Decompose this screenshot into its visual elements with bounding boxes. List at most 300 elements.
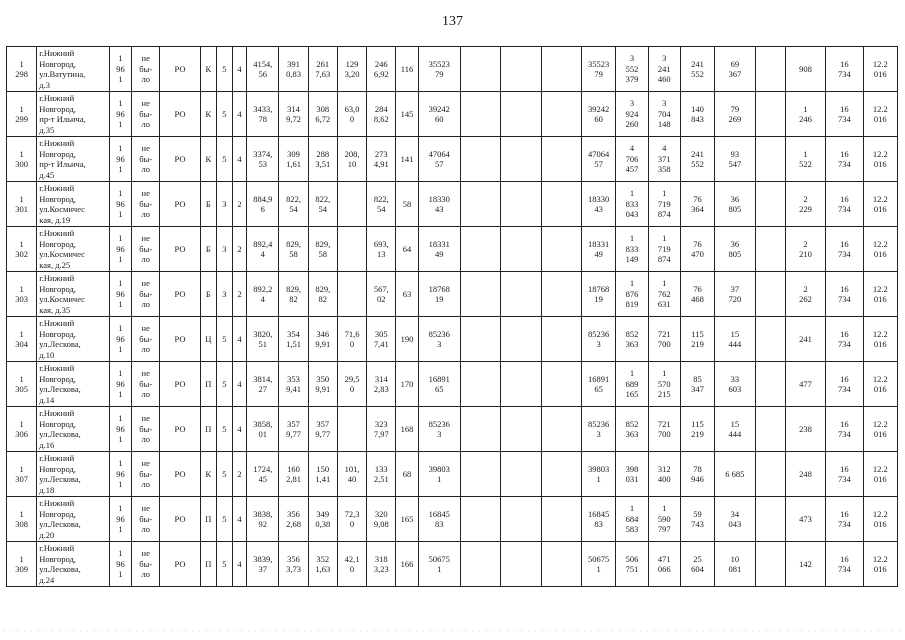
cell-fund-3: 76 468: [680, 272, 714, 317]
cell-entrances: 4: [232, 362, 246, 407]
cell-reconstruction: не бы- ло: [132, 227, 160, 272]
cell-area-nonresidential: [337, 407, 366, 452]
cell-unit-cost: 1 246: [785, 92, 825, 137]
cell-wall-type: П: [200, 407, 216, 452]
cell-cost-total: 35523 79: [418, 47, 460, 92]
cell-area-nonresidential: [337, 227, 366, 272]
cell-empty-2: [501, 92, 541, 137]
cell-area-residential: 308 6,72: [308, 92, 337, 137]
table-row: [7, 137, 898, 182]
cell-residents: 145: [396, 92, 418, 137]
cell-address: г.Нижний Новгород, ул.Лескова, д.14: [37, 362, 110, 407]
cell-cost-regional: 16891 65: [582, 362, 616, 407]
cell-empty-2: [501, 407, 541, 452]
cell-completion-date: 12.2 016: [863, 362, 898, 407]
cell-empty-4: [755, 497, 785, 542]
cell-fund-3: 78 946: [680, 452, 714, 497]
cell-floors: 5: [216, 497, 232, 542]
cell-fund-3: 241 552: [680, 137, 714, 182]
cell-area-common: 305 7,41: [367, 317, 396, 362]
cell-unit-cost: 908: [785, 47, 825, 92]
cell-fund-1: 3 552 379: [616, 47, 648, 92]
cell-material: РО: [160, 497, 200, 542]
cell-residents: 166: [396, 542, 418, 587]
cell-area-common: 323 7,97: [367, 407, 396, 452]
cell-area-residential: 357 9,77: [308, 407, 337, 452]
cell-empty-2: [501, 452, 541, 497]
cell-wall-type: Б: [200, 227, 216, 272]
cell-empty-3: [541, 92, 581, 137]
cell-fund-2: 4 371 358: [648, 137, 680, 182]
cell-max-unit-cost: 16 734: [826, 452, 863, 497]
cell-empty-3: [541, 497, 581, 542]
cell-total-area: 1724, 45: [247, 452, 279, 497]
cell-year-built: 1 96 1: [109, 227, 131, 272]
cell-fund-3: 76 364: [680, 182, 714, 227]
cell-empty-1: [460, 542, 500, 587]
cell-fund-2: 3 241 460: [648, 47, 680, 92]
cell-area-residential: 349 0,38: [308, 497, 337, 542]
cell-fund-4: 36 805: [715, 227, 755, 272]
table-row: [7, 92, 898, 137]
cell-year-built: 1 96 1: [109, 92, 131, 137]
cell-fund-2: 1 570 215: [648, 362, 680, 407]
cell-area-common: 246 6,92: [367, 47, 396, 92]
cell-area-residential: 346 9,91: [308, 317, 337, 362]
cell-year-built: 1 96 1: [109, 182, 131, 227]
cell-wall-type: К: [200, 92, 216, 137]
cell-total-area: 3433, 78: [247, 92, 279, 137]
cell-total-area: 892,4 4: [247, 227, 279, 272]
cell-address: г.Нижний Новгород, ул.Лескова, д.20: [37, 497, 110, 542]
cell-year-built: 1 96 1: [109, 272, 131, 317]
cell-reconstruction: не бы- ло: [132, 47, 160, 92]
cell-area-premises: 354 1,51: [279, 317, 308, 362]
cell-area-residential: 261 7,63: [308, 47, 337, 92]
cell-completion-date: 12.2 016: [863, 452, 898, 497]
cell-reconstruction: не бы- ло: [132, 137, 160, 182]
cell-empty-2: [501, 227, 541, 272]
cell-cost-total: 18331 49: [418, 227, 460, 272]
cell-material: РО: [160, 227, 200, 272]
cell-completion-date: 12.2 016: [863, 407, 898, 452]
cell-area-common: 567, 02: [367, 272, 396, 317]
cell-residents: 68: [396, 452, 418, 497]
cell-fund-4: 33 603: [715, 362, 755, 407]
cell-empty-2: [501, 272, 541, 317]
cell-year-built: 1 96 1: [109, 362, 131, 407]
cell-max-unit-cost: 16 734: [826, 317, 863, 362]
cell-empty-2: [501, 47, 541, 92]
cell-wall-type: К: [200, 452, 216, 497]
cell-area-common: 273 4,91: [367, 137, 396, 182]
cell-fund-1: 3 924 260: [616, 92, 648, 137]
cell-residents: 58: [396, 182, 418, 227]
cell-empty-1: [460, 272, 500, 317]
cell-fund-4: 37 720: [715, 272, 755, 317]
cell-fund-4: 36 805: [715, 182, 755, 227]
cell-empty-4: [755, 137, 785, 182]
cell-empty-3: [541, 272, 581, 317]
cell-completion-date: 12.2 016: [863, 317, 898, 362]
table-row: [7, 407, 898, 452]
cell-residents: 190: [396, 317, 418, 362]
cell-area-nonresidential: 42,1 0: [337, 542, 366, 587]
cell-total-area: 3814, 27: [247, 362, 279, 407]
cell-floors: 3: [216, 227, 232, 272]
housing-registry-table: [6, 46, 898, 587]
cell-fund-4: 69 367: [715, 47, 755, 92]
cell-empty-3: [541, 542, 581, 587]
cell-completion-date: 12.2 016: [863, 47, 898, 92]
cell-empty-4: [755, 227, 785, 272]
cell-row-number: 1 299: [7, 92, 37, 137]
cell-area-premises: 822, 54: [279, 182, 308, 227]
cell-area-residential: 352 1,63: [308, 542, 337, 587]
cell-fund-4: 34 043: [715, 497, 755, 542]
cell-unit-cost: 142: [785, 542, 825, 587]
cell-area-common: 133 2,51: [367, 452, 396, 497]
cell-fund-4: 79 269: [715, 92, 755, 137]
cell-fund-2: 721 700: [648, 317, 680, 362]
cell-area-common: 284 8,62: [367, 92, 396, 137]
cell-floors: 5: [216, 407, 232, 452]
cell-reconstruction: не бы- ло: [132, 317, 160, 362]
table-row: [7, 452, 898, 497]
cell-cost-total: 18768 19: [418, 272, 460, 317]
cell-reconstruction: не бы- ло: [132, 272, 160, 317]
cell-unit-cost: 477: [785, 362, 825, 407]
cell-empty-1: [460, 452, 500, 497]
cell-empty-2: [501, 362, 541, 407]
cell-fund-1: 852 363: [616, 407, 648, 452]
cell-year-built: 1 96 1: [109, 497, 131, 542]
cell-empty-1: [460, 227, 500, 272]
cell-completion-date: 12.2 016: [863, 137, 898, 182]
cell-max-unit-cost: 16 734: [826, 497, 863, 542]
cell-wall-type: К: [200, 137, 216, 182]
cell-material: РО: [160, 92, 200, 137]
cell-row-number: 1 300: [7, 137, 37, 182]
cell-empty-1: [460, 137, 500, 182]
cell-floors: 5: [216, 47, 232, 92]
cell-empty-1: [460, 362, 500, 407]
cell-cost-regional: 50675 1: [582, 542, 616, 587]
cell-empty-3: [541, 227, 581, 272]
cell-empty-3: [541, 407, 581, 452]
cell-unit-cost: 473: [785, 497, 825, 542]
cell-fund-3: 59 743: [680, 497, 714, 542]
cell-residents: 168: [396, 407, 418, 452]
cell-residents: 165: [396, 497, 418, 542]
cell-completion-date: 12.2 016: [863, 542, 898, 587]
cell-total-area: 884,9 6: [247, 182, 279, 227]
cell-year-built: 1 96 1: [109, 452, 131, 497]
cell-max-unit-cost: 16 734: [826, 542, 863, 587]
cell-material: РО: [160, 137, 200, 182]
cell-empty-4: [755, 47, 785, 92]
cell-area-premises: 357 9,77: [279, 407, 308, 452]
cell-fund-2: 1 719 874: [648, 227, 680, 272]
cell-unit-cost: 238: [785, 407, 825, 452]
cell-address: г.Нижний Новгород, ул.Ватутина, д.3: [37, 47, 110, 92]
table-row: [7, 272, 898, 317]
cell-max-unit-cost: 16 734: [826, 407, 863, 452]
cell-cost-regional: 39803 1: [582, 452, 616, 497]
cell-address: г.Нижний Новгород, ул.Лескова, д.10: [37, 317, 110, 362]
cell-max-unit-cost: 16 734: [826, 92, 863, 137]
cell-material: РО: [160, 362, 200, 407]
cell-material: РО: [160, 452, 200, 497]
cell-area-residential: 829, 58: [308, 227, 337, 272]
cell-floors: 5: [216, 542, 232, 587]
cell-empty-3: [541, 362, 581, 407]
table-row: [7, 542, 898, 587]
cell-completion-date: 12.2 016: [863, 497, 898, 542]
cell-address: г.Нижний Новгород, пр-т Ильича, д.45: [37, 137, 110, 182]
cell-address: г.Нижний Новгород, ул.Лескова, д.16: [37, 407, 110, 452]
cell-fund-2: 1 762 631: [648, 272, 680, 317]
cell-total-area: 892,2 4: [247, 272, 279, 317]
cell-wall-type: П: [200, 497, 216, 542]
cell-floors: 5: [216, 452, 232, 497]
cell-area-premises: 356 3,73: [279, 542, 308, 587]
cell-entrances: 2: [232, 452, 246, 497]
cell-empty-2: [501, 542, 541, 587]
cell-address: г.Нижний Новгород, ул.Лескова, д.24: [37, 542, 110, 587]
cell-area-common: 822, 54: [367, 182, 396, 227]
cell-area-residential: 288 3,51: [308, 137, 337, 182]
table-row: [7, 182, 898, 227]
cell-completion-date: 12.2 016: [863, 272, 898, 317]
cell-wall-type: Б: [200, 272, 216, 317]
cell-fund-3: 115 219: [680, 317, 714, 362]
cell-empty-1: [460, 317, 500, 362]
cell-total-area: 3820, 51: [247, 317, 279, 362]
cell-empty-4: [755, 182, 785, 227]
cell-empty-4: [755, 407, 785, 452]
cell-cost-regional: 18768 19: [582, 272, 616, 317]
cell-cost-regional: 18331 49: [582, 227, 616, 272]
cell-area-premises: 314 9,72: [279, 92, 308, 137]
cell-unit-cost: 2 229: [785, 182, 825, 227]
cell-empty-3: [541, 137, 581, 182]
cell-cost-regional: 16845 83: [582, 497, 616, 542]
cell-area-premises: 829, 58: [279, 227, 308, 272]
cell-row-number: 1 298: [7, 47, 37, 92]
cell-empty-4: [755, 272, 785, 317]
cell-total-area: 3838, 92: [247, 497, 279, 542]
cell-completion-date: 12.2 016: [863, 227, 898, 272]
cell-fund-3: 85 347: [680, 362, 714, 407]
cell-area-residential: 829, 82: [308, 272, 337, 317]
cell-material: РО: [160, 407, 200, 452]
cell-max-unit-cost: 16 734: [826, 137, 863, 182]
cell-total-area: 3839, 37: [247, 542, 279, 587]
cell-floors: 5: [216, 362, 232, 407]
cell-completion-date: 12.2 016: [863, 182, 898, 227]
cell-empty-2: [501, 497, 541, 542]
cell-empty-2: [501, 137, 541, 182]
cell-empty-4: [755, 92, 785, 137]
cell-area-residential: 150 1,41: [308, 452, 337, 497]
cell-material: РО: [160, 272, 200, 317]
cell-empty-2: [501, 317, 541, 362]
cell-entrances: 2: [232, 227, 246, 272]
cell-year-built: 1 96 1: [109, 317, 131, 362]
cell-entrances: 4: [232, 497, 246, 542]
cell-residents: 63: [396, 272, 418, 317]
cell-fund-2: 1 590 797: [648, 497, 680, 542]
cell-material: РО: [160, 47, 200, 92]
cell-row-number: 1 304: [7, 317, 37, 362]
cell-entrances: 4: [232, 542, 246, 587]
cell-empty-3: [541, 182, 581, 227]
cell-empty-3: [541, 452, 581, 497]
cell-cost-total: 85236 3: [418, 317, 460, 362]
cell-row-number: 1 308: [7, 497, 37, 542]
cell-empty-2: [501, 182, 541, 227]
cell-row-number: 1 302: [7, 227, 37, 272]
cell-unit-cost: 248: [785, 452, 825, 497]
cell-completion-date: 12.2 016: [863, 92, 898, 137]
cell-empty-1: [460, 47, 500, 92]
cell-area-common: 320 9,08: [367, 497, 396, 542]
cell-fund-2: 3 704 148: [648, 92, 680, 137]
cell-row-number: 1 303: [7, 272, 37, 317]
cell-total-area: 3858, 01: [247, 407, 279, 452]
cell-year-built: 1 96 1: [109, 407, 131, 452]
table-row: [7, 227, 898, 272]
cell-unit-cost: 2 210: [785, 227, 825, 272]
cell-reconstruction: не бы- ло: [132, 497, 160, 542]
cell-max-unit-cost: 16 734: [826, 362, 863, 407]
cell-entrances: 4: [232, 92, 246, 137]
cell-fund-3: 115 219: [680, 407, 714, 452]
cell-residents: 116: [396, 47, 418, 92]
cell-area-common: 314 2,83: [367, 362, 396, 407]
cell-fund-4: 10 081: [715, 542, 755, 587]
cell-residents: 64: [396, 227, 418, 272]
cell-cost-total: 18330 43: [418, 182, 460, 227]
cell-area-nonresidential: 71,6 0: [337, 317, 366, 362]
cell-area-premises: 356 2,68: [279, 497, 308, 542]
cell-area-premises: 829, 82: [279, 272, 308, 317]
cell-fund-1: 1 684 583: [616, 497, 648, 542]
cell-empty-1: [460, 407, 500, 452]
cell-cost-total: 50675 1: [418, 542, 460, 587]
cell-year-built: 1 96 1: [109, 542, 131, 587]
cell-fund-1: 852 363: [616, 317, 648, 362]
cell-max-unit-cost: 16 734: [826, 272, 863, 317]
cell-fund-1: 1 876 819: [616, 272, 648, 317]
cell-total-area: 3374, 53: [247, 137, 279, 182]
cell-cost-regional: 39242 60: [582, 92, 616, 137]
cell-reconstruction: не бы- ло: [132, 92, 160, 137]
cell-area-nonresidential: 63,0 0: [337, 92, 366, 137]
cell-area-nonresidential: [337, 272, 366, 317]
cell-fund-3: 76 470: [680, 227, 714, 272]
cell-fund-3: 241 552: [680, 47, 714, 92]
cell-empty-1: [460, 182, 500, 227]
cell-area-nonresidential: 29,5 0: [337, 362, 366, 407]
cell-area-premises: 160 2,81: [279, 452, 308, 497]
cell-area-nonresidential: 208, 10: [337, 137, 366, 182]
cell-floors: 5: [216, 92, 232, 137]
cell-cost-total: 16891 65: [418, 362, 460, 407]
cell-fund-2: 471 066: [648, 542, 680, 587]
cell-fund-1: 1 689 165: [616, 362, 648, 407]
cell-fund-4: 15 444: [715, 407, 755, 452]
cell-fund-3: 140 843: [680, 92, 714, 137]
cell-floors: 5: [216, 137, 232, 182]
cell-address: г.Нижний Новгород, ул.Лескова, д.18: [37, 452, 110, 497]
table-row: [7, 362, 898, 407]
cell-area-nonresidential: 72,3 0: [337, 497, 366, 542]
table-row: [7, 47, 898, 92]
cell-address: г.Нижний Новгород, ул.Космичес кая, д.25: [37, 227, 110, 272]
cell-cost-regional: 85236 3: [582, 407, 616, 452]
cell-fund-3: 25 604: [680, 542, 714, 587]
cell-empty-3: [541, 47, 581, 92]
cell-cost-regional: 35523 79: [582, 47, 616, 92]
cell-fund-4: 93 547: [715, 137, 755, 182]
cell-entrances: 2: [232, 182, 246, 227]
cell-cost-total: 47064 57: [418, 137, 460, 182]
cell-max-unit-cost: 16 734: [826, 182, 863, 227]
cell-area-residential: 350 9,91: [308, 362, 337, 407]
cell-wall-type: Ц: [200, 317, 216, 362]
cell-reconstruction: не бы- ло: [132, 542, 160, 587]
cell-fund-4: 15 444: [715, 317, 755, 362]
cell-area-premises: 309 1,61: [279, 137, 308, 182]
cell-unit-cost: 1 522: [785, 137, 825, 182]
cell-area-premises: 353 9,41: [279, 362, 308, 407]
cell-unit-cost: 241: [785, 317, 825, 362]
cell-row-number: 1 305: [7, 362, 37, 407]
cell-fund-1: 506 751: [616, 542, 648, 587]
cell-empty-4: [755, 452, 785, 497]
scan-artifact-dots: [0, 628, 905, 634]
cell-area-nonresidential: 101, 40: [337, 452, 366, 497]
cell-entrances: 4: [232, 407, 246, 452]
cell-address: г.Нижний Новгород, ул.Космичес кая, д.19: [37, 182, 110, 227]
cell-empty-4: [755, 542, 785, 587]
cell-area-common: 318 3,23: [367, 542, 396, 587]
cell-address: г.Нижний Новгород, ул.Космичес кая, д.35: [37, 272, 110, 317]
cell-entrances: 2: [232, 272, 246, 317]
cell-fund-1: 1 833 149: [616, 227, 648, 272]
cell-floors: 3: [216, 272, 232, 317]
cell-empty-4: [755, 317, 785, 362]
cell-area-nonresidential: [337, 182, 366, 227]
cell-area-nonresidential: 129 3,20: [337, 47, 366, 92]
cell-fund-1: 1 833 043: [616, 182, 648, 227]
cell-area-common: 693, 13: [367, 227, 396, 272]
cell-row-number: 1 301: [7, 182, 37, 227]
cell-max-unit-cost: 16 734: [826, 227, 863, 272]
cell-reconstruction: не бы- ло: [132, 362, 160, 407]
cell-residents: 141: [396, 137, 418, 182]
cell-fund-2: 1 719 874: [648, 182, 680, 227]
cell-material: РО: [160, 542, 200, 587]
cell-reconstruction: не бы- ло: [132, 407, 160, 452]
cell-cost-regional: 47064 57: [582, 137, 616, 182]
cell-fund-1: 398 031: [616, 452, 648, 497]
cell-reconstruction: не бы- ло: [132, 182, 160, 227]
page-number: 137: [442, 14, 463, 29]
cell-cost-total: 85236 3: [418, 407, 460, 452]
